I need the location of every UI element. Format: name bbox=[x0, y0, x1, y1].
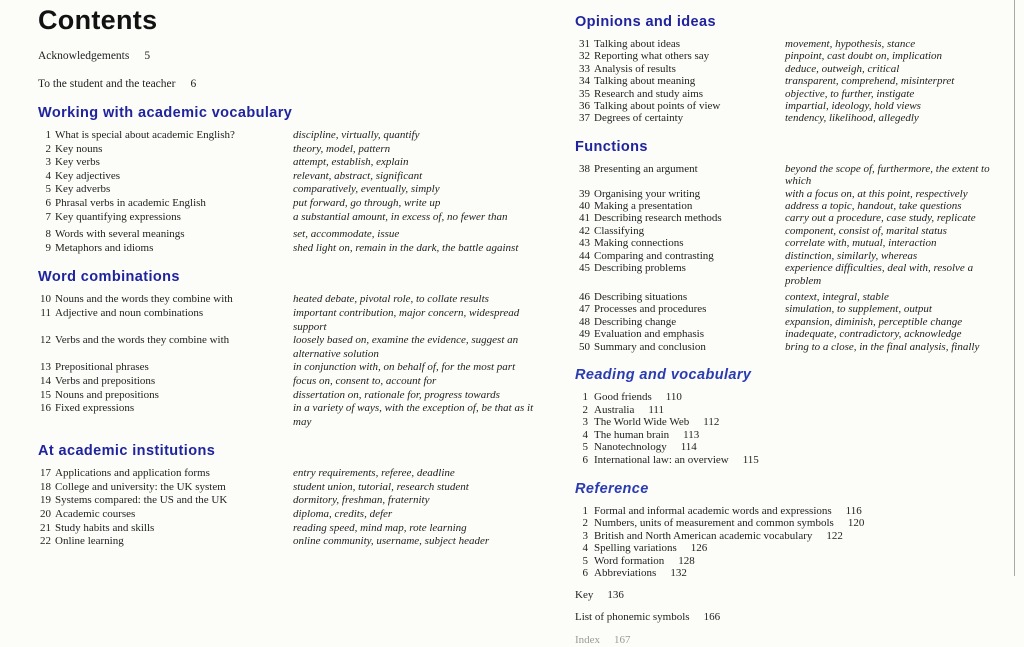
section-items bbox=[38, 129, 536, 255]
unit-title: Classifying bbox=[594, 224, 645, 237]
unit-number: 31 bbox=[579, 38, 590, 50]
unit-keywords: with a focus on, at this point, respectively bbox=[785, 187, 968, 200]
unit-keywords: carry out a procedure, case study, replicate bbox=[785, 212, 976, 225]
unit-number: 5 bbox=[45, 183, 51, 196]
unit-keywords: diploma, credits, defer bbox=[293, 508, 393, 521]
section-items bbox=[575, 505, 1011, 581]
unit-number: 20 bbox=[40, 508, 51, 521]
unit-number: 35 bbox=[579, 87, 590, 100]
unit-keywords: heated debate, pivotal role, to collate results bbox=[293, 293, 489, 306]
unit-keywords: set, accommodate, issue bbox=[293, 228, 400, 241]
entry-title: British and North American academic vocabulary bbox=[594, 529, 813, 542]
unit-title: Verbs and the words they combine with bbox=[55, 334, 230, 347]
section-items bbox=[575, 163, 1011, 353]
toc-unit-row bbox=[38, 334, 536, 361]
toc-unit-row bbox=[38, 361, 536, 375]
unit-number: 2 bbox=[45, 142, 51, 155]
front-matter-row bbox=[38, 50, 536, 63]
entry-title: Australia bbox=[594, 403, 635, 416]
unit-title: Comparing and contrasting bbox=[594, 249, 714, 262]
entry-page-number: 128 bbox=[678, 554, 695, 567]
unit-title: Summary and conclusion bbox=[594, 340, 706, 353]
entry-number: 5 bbox=[582, 554, 588, 567]
unit-number: 7 bbox=[45, 210, 51, 223]
unit-number: 4 bbox=[45, 169, 51, 182]
unit-number: 8 bbox=[45, 228, 51, 241]
unit-keywords: transparent, comprehend, misinterpret bbox=[785, 75, 955, 88]
unit-number: 15 bbox=[40, 388, 51, 401]
unit-keywords: student union, tutorial, research student bbox=[293, 480, 469, 493]
unit-number: 40 bbox=[579, 200, 590, 213]
unit-number: 48 bbox=[579, 315, 590, 328]
front-matter-label: Acknowledgements bbox=[38, 50, 130, 62]
toc-unit-row bbox=[38, 293, 536, 307]
unit-title: Degrees of certainty bbox=[594, 112, 684, 125]
unit-number: 34 bbox=[579, 75, 590, 88]
toc-unit-row bbox=[575, 225, 1011, 237]
toc-page-row bbox=[575, 429, 1011, 442]
unit-number: 22 bbox=[40, 535, 51, 548]
toc-unit-row bbox=[38, 535, 536, 549]
unit-title: Describing situations bbox=[594, 290, 688, 303]
toc-page-row bbox=[575, 517, 1011, 530]
unit-keywords: comparatively, eventually, simply bbox=[293, 183, 440, 196]
entry-page-number: 122 bbox=[826, 529, 843, 542]
back-matter-row bbox=[575, 611, 1011, 624]
entry-number: 4 bbox=[582, 542, 588, 555]
unit-title: Online learning bbox=[55, 535, 124, 548]
toc-unit-row bbox=[38, 467, 536, 481]
entry-number: 1 bbox=[582, 504, 588, 517]
unit-keywords: impartial, ideology, hold views bbox=[785, 100, 921, 113]
toc-unit-row bbox=[575, 262, 1011, 287]
unit-keywords: loosely based on, examine the evidence, suggest an alternative solution bbox=[293, 334, 519, 360]
section-items bbox=[38, 293, 536, 429]
toc-unit-row bbox=[38, 508, 536, 522]
toc-unit-row bbox=[575, 291, 1011, 303]
toc-unit-row bbox=[575, 328, 1011, 340]
unit-title: Verbs and prepositions bbox=[55, 374, 156, 387]
unit-number: 14 bbox=[40, 374, 51, 387]
toc-page-row bbox=[575, 404, 1011, 417]
unit-keywords: relevant, abstract, significant bbox=[293, 169, 423, 182]
back-matter-label: Index bbox=[575, 634, 601, 647]
toc-unit-row bbox=[575, 341, 1011, 353]
section-items bbox=[575, 38, 1011, 125]
toc-unit-row bbox=[575, 200, 1011, 212]
unit-title: Talking about meaning bbox=[594, 75, 696, 88]
unit-number: 46 bbox=[579, 290, 590, 303]
toc-unit-row bbox=[38, 211, 536, 225]
unit-keywords: movement, hypothesis, stance bbox=[785, 38, 916, 50]
unit-title: Describing research methods bbox=[594, 212, 722, 225]
toc-unit-row bbox=[38, 494, 536, 508]
unit-keywords: in a variety of ways, with the exception of, be that as it may bbox=[293, 402, 534, 428]
front-matter-page-number: 5 bbox=[144, 50, 151, 62]
toc-unit-row bbox=[575, 303, 1011, 315]
section-heading: Working with academic vocabulary bbox=[38, 105, 293, 121]
entry-title: Good friends bbox=[594, 390, 652, 403]
unit-keywords: in conjunction with, on behalf of, for the most part bbox=[293, 361, 516, 374]
toc-unit-row bbox=[575, 88, 1011, 100]
entry-title: International law: an overview bbox=[594, 453, 729, 466]
unit-keywords: dissertation on, rationale for, progress towards bbox=[293, 388, 500, 401]
unit-title: Key verbs bbox=[55, 156, 100, 169]
toc-page-row bbox=[575, 391, 1011, 404]
toc-unit-row bbox=[575, 112, 1011, 124]
unit-number: 11 bbox=[40, 306, 51, 319]
unit-keywords: a substantial amount, in excess of, no fewer than bbox=[293, 210, 508, 223]
unit-keywords: context, integral, stable bbox=[785, 290, 889, 303]
unit-number: 44 bbox=[579, 249, 590, 262]
unit-keywords: shed light on, remain in the dark, the battle against bbox=[293, 241, 519, 254]
back-matter-row bbox=[575, 634, 1011, 647]
entry-page-number: 126 bbox=[690, 542, 708, 555]
toc-unit-row bbox=[38, 228, 536, 242]
entry-page-number: 115 bbox=[742, 453, 759, 466]
toc-page-row bbox=[575, 542, 1011, 555]
unit-number: 16 bbox=[40, 402, 51, 415]
unit-keywords: distinction, similarly, whereas bbox=[785, 249, 918, 262]
unit-number: 32 bbox=[579, 50, 590, 63]
unit-number: 36 bbox=[579, 100, 590, 113]
entry-number: 3 bbox=[582, 416, 588, 429]
section-heading: Opinions and ideas bbox=[575, 14, 716, 30]
unit-number: 37 bbox=[579, 112, 590, 125]
entry-number: 4 bbox=[582, 428, 588, 441]
back-matter bbox=[575, 589, 1011, 647]
unit-title: Processes and procedures bbox=[594, 303, 707, 316]
unit-number: 9 bbox=[45, 241, 51, 254]
toc-unit-row bbox=[575, 50, 1011, 62]
unit-title: Words with several meanings bbox=[55, 228, 185, 241]
right-sections bbox=[575, 14, 1011, 580]
toc-unit-row bbox=[38, 522, 536, 536]
unit-number: 19 bbox=[40, 494, 51, 507]
unit-keywords: reading speed, mind map, rote learning bbox=[293, 521, 467, 534]
unit-keywords: address a topic, handout, take questions bbox=[785, 200, 962, 213]
entry-number: 6 bbox=[582, 453, 588, 466]
toc-unit-row bbox=[575, 237, 1011, 249]
section-heading: At academic institutions bbox=[38, 443, 216, 460]
unit-keywords: important contribution, major concern, widespread support bbox=[293, 306, 520, 333]
unit-keywords: inadequate, contradictory, acknowledge bbox=[785, 328, 962, 341]
toc-unit-row bbox=[38, 375, 536, 389]
unit-number: 50 bbox=[579, 340, 590, 353]
toc-unit-row bbox=[575, 63, 1011, 75]
unit-title: Nouns and the words they combine with bbox=[55, 293, 233, 306]
unit-title: Research and study aims bbox=[594, 87, 704, 100]
unit-keywords: objective, to further, instigate bbox=[785, 87, 915, 100]
entry-page-number: 120 bbox=[847, 517, 865, 530]
toc-unit-row bbox=[38, 389, 536, 403]
unit-title: Nouns and prepositions bbox=[55, 388, 159, 401]
toc-page-row bbox=[575, 555, 1011, 568]
toc-page-row bbox=[575, 530, 1011, 543]
front-matter bbox=[38, 50, 536, 91]
unit-keywords: expansion, diminish, perceptible change bbox=[785, 315, 963, 328]
unit-title: Presenting an argument bbox=[594, 162, 698, 175]
entry-number: 2 bbox=[582, 517, 588, 530]
entry-page-number: 111 bbox=[648, 403, 665, 416]
front-matter-row bbox=[38, 78, 536, 91]
entry-page-number: 132 bbox=[670, 567, 687, 580]
unit-title: Phrasal verbs in academic English bbox=[55, 196, 206, 209]
unit-number: 39 bbox=[579, 187, 590, 200]
toc-unit-row bbox=[38, 183, 536, 197]
unit-keywords: beyond the scope of, furthermore, the extent to which bbox=[785, 162, 990, 188]
unit-number: 1 bbox=[45, 129, 51, 141]
entry-page-number: 113 bbox=[683, 428, 700, 441]
unit-number: 3 bbox=[45, 156, 51, 169]
unit-title: Key quantifying expressions bbox=[55, 210, 181, 223]
unit-keywords: dormitory, freshman, fraternity bbox=[293, 494, 430, 507]
unit-keywords: entry requirements, referee, deadline bbox=[293, 467, 455, 480]
unit-number: 41 bbox=[579, 212, 590, 225]
toc-unit-row bbox=[575, 212, 1011, 224]
unit-title: Talking about ideas bbox=[594, 38, 680, 50]
unit-number: 10 bbox=[40, 293, 51, 306]
unit-number: 38 bbox=[579, 162, 590, 175]
unit-keywords: deduce, outweigh, critical bbox=[785, 62, 900, 75]
unit-number: 17 bbox=[40, 467, 51, 480]
back-matter-label: List of phonemic symbols bbox=[575, 611, 690, 624]
unit-title: Making connections bbox=[594, 237, 684, 250]
toc-unit-row bbox=[38, 242, 536, 256]
back-matter-row bbox=[575, 589, 1011, 602]
toc-unit-row bbox=[575, 188, 1011, 200]
unit-title: College and university: the UK system bbox=[55, 480, 226, 493]
left-column bbox=[38, 0, 536, 549]
unit-keywords: put forward, go through, write up bbox=[293, 196, 441, 209]
entry-title: Abbreviations bbox=[594, 567, 657, 580]
toc-page-row bbox=[575, 454, 1011, 467]
unit-title: Academic courses bbox=[55, 508, 136, 521]
unit-number: 6 bbox=[45, 196, 51, 209]
section-items bbox=[38, 467, 536, 549]
toc-unit-row bbox=[38, 197, 536, 211]
toc-unit-row bbox=[38, 129, 536, 143]
unit-title: What is special about academic English? bbox=[55, 129, 235, 141]
toc-unit-row bbox=[575, 250, 1011, 262]
unit-keywords: attempt, establish, explain bbox=[293, 156, 409, 169]
entry-title: Nanotechnology bbox=[594, 441, 667, 454]
section-heading: Reading and vocabulary bbox=[575, 366, 752, 383]
unit-keywords: pinpoint, cast doubt on, implication bbox=[785, 50, 943, 63]
unit-keywords: experience difficulties, deal with, resolve a problem bbox=[785, 262, 974, 287]
toc-unit-row bbox=[575, 100, 1011, 112]
unit-keywords: component, consist of, marital status bbox=[785, 224, 947, 237]
entry-number: 3 bbox=[582, 529, 588, 542]
section-heading: Functions bbox=[575, 138, 648, 155]
unit-keywords: correlate with, mutual, interaction bbox=[785, 237, 937, 250]
toc-unit-row bbox=[575, 163, 1011, 188]
toc-unit-row bbox=[38, 307, 536, 334]
unit-title: Metaphors and idioms bbox=[55, 241, 154, 254]
entry-title: The World Wide Web bbox=[594, 416, 690, 429]
toc-page-row bbox=[575, 505, 1011, 518]
entry-page-number: 114 bbox=[680, 441, 697, 454]
unit-keywords: tendency, likelihood, allegedly bbox=[785, 112, 919, 125]
unit-title: Analysis of results bbox=[594, 62, 676, 75]
unit-title: Prepositional phrases bbox=[55, 361, 149, 374]
unit-keywords: discipline, virtually, quantify bbox=[293, 129, 420, 141]
toc-unit-row bbox=[575, 316, 1011, 328]
entry-page-number: 110 bbox=[665, 390, 682, 403]
toc-unit-row bbox=[38, 143, 536, 157]
section-items bbox=[575, 391, 1011, 467]
entry-title: Numbers, units of measurement and common symbols bbox=[594, 517, 834, 530]
toc-page-row bbox=[575, 416, 1011, 429]
unit-keywords: theory, model, pattern bbox=[293, 142, 391, 155]
toc-page-row bbox=[575, 441, 1011, 454]
entry-number: 6 bbox=[582, 567, 588, 580]
unit-title: Study habits and skills bbox=[55, 521, 155, 534]
unit-title: Making a presentation bbox=[594, 200, 693, 213]
unit-number: 13 bbox=[40, 361, 51, 374]
entry-title: Spelling variations bbox=[594, 542, 677, 555]
entry-title: Word formation bbox=[594, 554, 665, 567]
section-heading: Word combinations bbox=[38, 269, 180, 286]
entry-title: The human brain bbox=[594, 428, 670, 441]
page-edge-line bbox=[1014, 0, 1015, 576]
unit-keywords: online community, username, subject header bbox=[293, 535, 490, 548]
unit-title: Adjective and noun combinations bbox=[55, 306, 204, 319]
unit-title: Fixed expressions bbox=[55, 402, 135, 415]
unit-title: Talking about points of view bbox=[594, 100, 721, 113]
unit-keywords: simulation, to supplement, output bbox=[785, 303, 932, 316]
page-title: Contents bbox=[38, 5, 158, 35]
unit-number: 33 bbox=[579, 62, 590, 75]
left-sections bbox=[38, 105, 536, 549]
toc-unit-row bbox=[38, 402, 536, 429]
unit-title: Evaluation and emphasis bbox=[594, 328, 704, 341]
entry-page-number: 112 bbox=[703, 416, 720, 429]
toc-unit-row bbox=[38, 170, 536, 184]
unit-title: Applications and application forms bbox=[55, 467, 210, 480]
entry-page-number: 116 bbox=[845, 504, 862, 517]
toc-unit-row bbox=[575, 75, 1011, 87]
back-matter-page-number: 166 bbox=[703, 611, 721, 624]
unit-keywords: bring to a close, in the final analysis, finally bbox=[785, 340, 980, 353]
unit-number: 12 bbox=[40, 334, 51, 347]
front-matter-page-number: 6 bbox=[190, 78, 197, 90]
unit-title: Describing change bbox=[594, 315, 677, 328]
unit-title: Key nouns bbox=[55, 142, 103, 155]
entry-number: 5 bbox=[582, 441, 588, 454]
front-matter-label: To the student and the teacher bbox=[38, 78, 176, 90]
unit-number: 49 bbox=[579, 328, 590, 341]
toc-unit-row bbox=[575, 38, 1011, 50]
unit-number: 45 bbox=[579, 262, 590, 275]
unit-title: Systems compared: the US and the UK bbox=[55, 494, 228, 507]
entry-title: Formal and informal academic words and expressions bbox=[594, 504, 832, 517]
unit-title: Reporting what others say bbox=[594, 50, 710, 63]
section-heading: Reference bbox=[575, 480, 649, 497]
unit-number: 47 bbox=[579, 303, 590, 316]
unit-number: 43 bbox=[579, 237, 590, 250]
entry-number: 1 bbox=[582, 390, 588, 403]
unit-title: Key adverbs bbox=[55, 183, 111, 196]
back-matter-page-number: 136 bbox=[607, 589, 624, 602]
unit-number: 42 bbox=[579, 224, 590, 237]
entry-number: 2 bbox=[582, 403, 588, 416]
right-column bbox=[575, 0, 1011, 647]
unit-title: Key adjectives bbox=[55, 169, 121, 182]
toc-unit-row bbox=[38, 156, 536, 170]
toc-unit-row bbox=[38, 481, 536, 495]
unit-title: Describing problems bbox=[594, 262, 686, 275]
unit-number: 21 bbox=[40, 521, 51, 534]
unit-keywords: focus on, consent to, account for bbox=[293, 374, 437, 387]
back-matter-label: Key bbox=[575, 589, 594, 602]
back-matter-page-number: 167 bbox=[614, 634, 631, 647]
unit-number: 18 bbox=[40, 480, 51, 493]
unit-title: Organising your writing bbox=[594, 187, 701, 200]
toc-page-row bbox=[575, 567, 1011, 580]
